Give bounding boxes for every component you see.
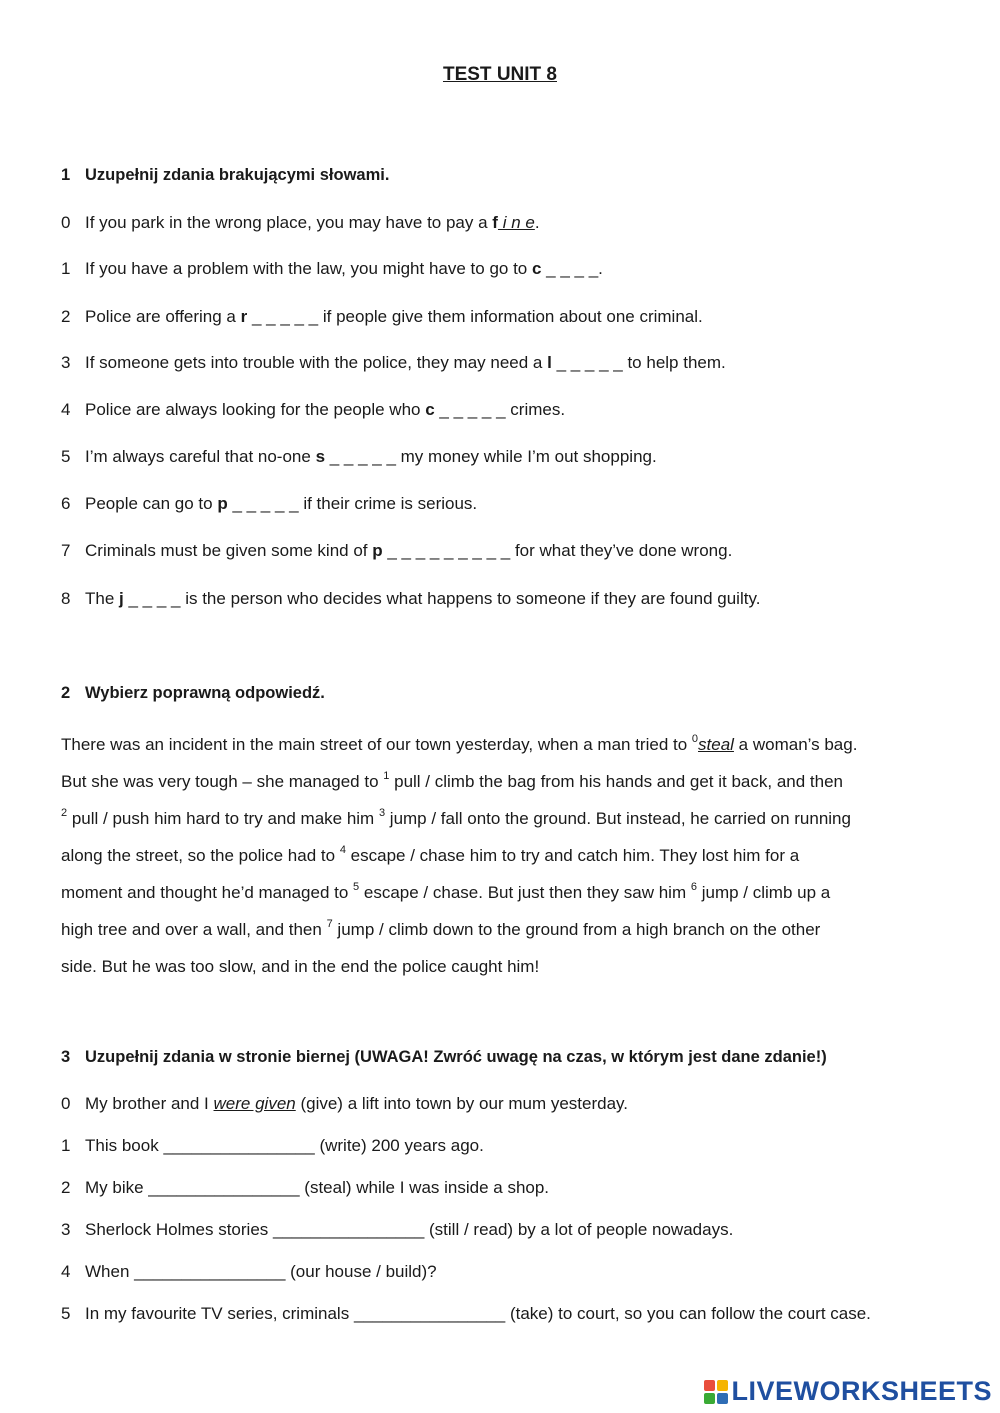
paragraph-line: moment and thought he’d managed to $^5$ escape / chase. But just then they saw him $^6$ jump / climb up a [61, 881, 831, 902]
paragraph-line: high tree and over a wall, and then $^7$ jump / climb down to the ground from a high branch on the other [61, 918, 821, 939]
section3-item-2: 2 My bike ________________ (steal) while I was inside a shop. [61, 1178, 550, 1197]
section3-item-3: 3 Sherlock Holmes stories ________________ (still / read) by a lot of people nowadays. [61, 1220, 734, 1239]
section1-item-3: 3 If someone gets into trouble with the police, they may need a l _ _ _ _ _ to help them. [61, 353, 726, 372]
choice-7[interactable]: jump / climb down to the ground from a high branch on the other [332, 920, 821, 939]
section2-heading: 2 Wybierz poprawną odpowiedź. [61, 684, 325, 702]
section1-item-0: 0 If you park in the wrong place, you may have to pay a f i n e. [61, 213, 540, 232]
paragraph-line: $^2$ pull / push him hard to try and make him $^3$ jump / fall onto the ground. But instead, he carried on running [61, 807, 851, 828]
choice-5[interactable]: escape / chase. But just then they saw him [359, 883, 691, 902]
section1-heading: 1 Uzupełnij zdania brakującymi słowami. [61, 166, 390, 184]
answer-blank[interactable]: ________________ [353, 1304, 506, 1323]
choice-3[interactable]: jump / fall onto the ground. But instead, he carried on running [385, 809, 851, 828]
answer-gap[interactable]: _ _ _ _ _ [325, 447, 396, 466]
section1-item-7: 7 Criminals must be given some kind of p _ _ _ _ _ _ _ _ _ for what they’ve done wrong. [61, 541, 733, 560]
section1-item-2: 2 Police are offering a r _ _ _ _ _ if people give them information about one criminal. [61, 307, 703, 326]
answer-gap[interactable]: _ _ _ _ _ [551, 353, 623, 372]
section2-paragraph [61, 726, 951, 985]
section3-item-1: 1 This book ________________ (write) 200 years ago. [61, 1136, 484, 1155]
section1-item-6: 6 People can go to p _ _ _ _ _ if their crime is serious. [61, 494, 478, 513]
section1-item-5: 5 I’m always careful that no-one s _ _ _ _ _ my money while I’m out shopping. [61, 447, 657, 466]
answer-blank[interactable]: ________________ [148, 1178, 300, 1197]
section1-item-1: 1 If you have a problem with the law, you might have to go to c _ _ _ _. [61, 259, 603, 278]
answer-gap[interactable]: _ _ _ _ [123, 589, 181, 608]
paragraph-line: side. But he was too slow, and in the end the police caught him! [61, 957, 540, 976]
answer-blank[interactable]: ________________ [134, 1262, 286, 1281]
answer-gap[interactable]: _ _ _ _ _ _ _ _ _ [382, 541, 511, 560]
answer-gap[interactable]: _ _ _ _ _ [434, 400, 506, 419]
answer-gap[interactable]: _ _ _ _ _ [227, 494, 299, 513]
choice-2[interactable]: pull / push him hard to try and make him [67, 809, 379, 828]
section3-item-0: 0 My brother and I were given (give) a lift into town by our mum yesterday. [61, 1094, 628, 1113]
section1-item-8: 8 The j _ _ _ _ is the person who decides what happens to someone if they are found guilty. [61, 589, 761, 608]
liveworksheets-watermark [704, 1376, 992, 1407]
paragraph-line: But she was very tough – she managed to $^1$ pull / climb the bag from his hands and get it back, and then [61, 770, 843, 791]
answer-gap[interactable]: _ _ _ _ _ [247, 307, 319, 326]
paragraph-line: along the street, so the police had to $^4$ escape / chase him to try and catch him. They lost him for a [61, 844, 800, 865]
section3-item-4: 4 When ________________ (our house / build)? [61, 1262, 437, 1281]
paragraph-line: There was an incident in the main street of our town yesterday, when a man tried to $^0$steal a woman’s bag. [61, 733, 858, 754]
page-title: TEST UNIT 8 [442, 64, 557, 85]
choice-1[interactable]: pull / climb the bag from his hands and get it back, and then [389, 772, 843, 791]
example-answer: were given [213, 1094, 296, 1113]
section1-item-4: 4 Police are always looking for the people who c _ _ _ _ _ crimes. [61, 400, 566, 419]
brand-text: LIVEWORKSHEETS [731, 1376, 992, 1406]
answer-blank[interactable]: ________________ [273, 1220, 425, 1239]
choice-6[interactable]: jump / climb up a [696, 883, 831, 902]
section3-item-5: 5 In my favourite TV series, criminals ________________ (take) to court, so you can follow the court case. [61, 1304, 871, 1323]
answer-gap[interactable]: _ _ _ _ [541, 259, 599, 278]
example-answer: i n e [497, 213, 535, 232]
choice-4[interactable]: escape / chase him to try and catch him. They lost him for a [345, 846, 800, 865]
liveworksheets-logo-icon [704, 1380, 728, 1404]
answer-blank[interactable]: ________________ [163, 1136, 315, 1155]
example-answer: steal [698, 735, 734, 754]
section3-heading: 3 Uzupełnij zdania w stronie biernej (UWAGA! Zwróć uwagę na czas, w którym jest dane zdanie!) [61, 1048, 827, 1066]
